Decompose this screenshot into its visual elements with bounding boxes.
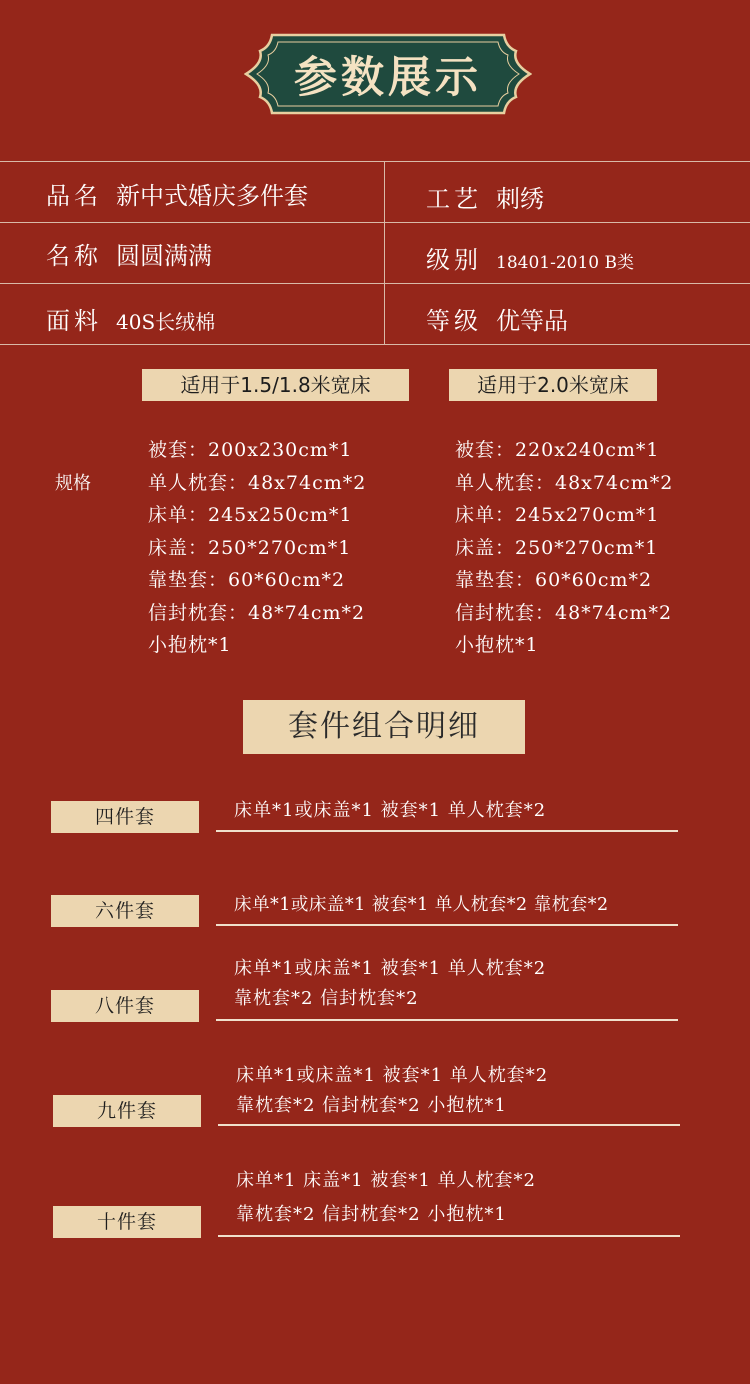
- spec-list-20: [455, 434, 673, 662]
- param-level-value: 18401-2010 B类: [496, 253, 634, 273]
- spec-list-1518: [148, 434, 366, 662]
- combo-line-6: 床单*1或床盖*1 被套*1 单人枕套*2 靠枕套*2: [234, 895, 609, 915]
- spec-item: 床盖：250*270cm*1: [455, 536, 659, 559]
- param-level-key: 级别: [426, 246, 482, 274]
- combo-section-title: 套件组合明细: [243, 700, 525, 754]
- spec-label: 规格: [55, 473, 91, 494]
- combo-underline: [216, 830, 678, 832]
- combo-underline: [216, 924, 678, 926]
- spec-tag-20: 适用于2.0米宽床: [449, 369, 657, 401]
- combo-underline: [216, 1019, 678, 1021]
- combo-line-8a: 床单*1或床盖*1 被套*1 单人枕套*2: [234, 958, 547, 979]
- combo-line-10a: 床单*1 床盖*1 被套*1 单人枕套*2: [236, 1170, 536, 1191]
- param-fabric: [46, 301, 215, 336]
- param-craft-value: 刺绣: [496, 185, 544, 213]
- combo-tag-6: 六件套: [51, 895, 199, 927]
- param-name-value: 圆圆满满: [116, 242, 212, 270]
- param-craft-key: 工艺: [426, 185, 482, 213]
- param-name-key: 名称: [46, 242, 102, 270]
- combo-tag-4: 四件套: [51, 801, 199, 833]
- param-product-key: 品名: [46, 182, 102, 210]
- param-craft: [426, 179, 544, 214]
- spec-item: 靠垫套：60*60cm*2: [455, 569, 653, 591]
- param-grade-key: 等级: [426, 307, 482, 335]
- combo-tag-10: 十件套: [53, 1206, 201, 1238]
- combo-line-9a: 床单*1或床盖*1 被套*1 单人枕套*2: [236, 1065, 549, 1086]
- spec-item: 小抱枕*1: [455, 634, 539, 656]
- combo-line-4: 床单*1或床盖*1 被套*1 单人枕套*2: [234, 800, 547, 821]
- page-title: 参数展示: [294, 52, 482, 103]
- param-grade-value: 优等品: [496, 307, 568, 335]
- param-fabric-key: 面料: [46, 307, 102, 335]
- spec-item: 小抱枕*1: [148, 634, 232, 656]
- param-fabric-value: 40S长绒棉: [116, 310, 216, 334]
- spec-item: 信封枕套：48*74cm*2: [148, 601, 366, 624]
- spec-item: 床单：245x270cm*1: [455, 504, 660, 526]
- spec-item: 靠垫套：60*60cm*2: [148, 569, 346, 591]
- spec-item: 信封枕套：48*74cm*2: [455, 601, 673, 624]
- spec-item: 被套：220x240cm*1: [455, 439, 660, 461]
- spec-item: 单人枕套：48x74cm*2: [455, 471, 674, 494]
- combo-line-9b: 靠枕套*2 信封枕套*2 小抱枕*1: [236, 1095, 507, 1116]
- spec-item: 床盖：250*270cm*1: [148, 536, 352, 559]
- combo-tag-8: 八件套: [51, 990, 199, 1022]
- spec-item: 床单：245x250cm*1: [148, 504, 353, 526]
- combo-underline: [218, 1235, 680, 1237]
- spec-item: 被套：200x230cm*1: [148, 439, 353, 461]
- param-product: [46, 176, 308, 211]
- param-product-value: 新中式婚庆多件套: [116, 182, 308, 210]
- spec-item: 单人枕套：48x74cm*2: [148, 471, 367, 494]
- combo-line-10b: 靠枕套*2 信封枕套*2 小抱枕*1: [236, 1204, 507, 1225]
- spec-tag-1518: 适用于1.5/1.8米宽床: [142, 369, 409, 401]
- param-grade: [426, 301, 568, 336]
- combo-underline: [218, 1124, 680, 1126]
- combo-line-8b: 靠枕套*2 信封枕套*2: [234, 988, 419, 1009]
- param-level: [426, 240, 634, 275]
- combo-tag-9: 九件套: [53, 1095, 201, 1127]
- param-name: [46, 236, 212, 271]
